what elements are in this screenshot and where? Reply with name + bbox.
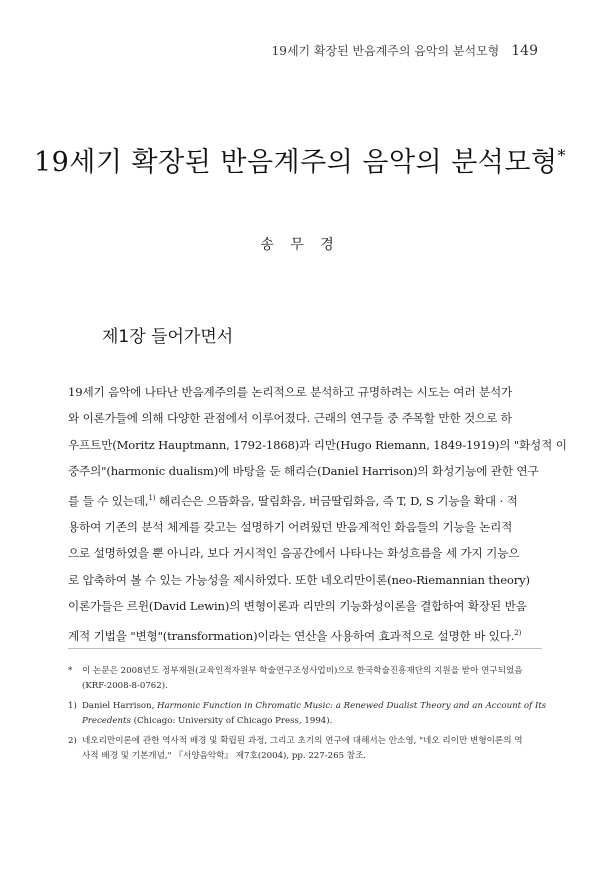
footnote-book-title: Harmonic Function in Chromatic Music: a Renewed Dualist Theory and an Account of Its [157, 701, 547, 711]
footnotes [68, 664, 547, 769]
footnote-text: (Chicago: University of Chicago Press, 1994). [130, 715, 333, 726]
body-text [68, 379, 567, 649]
body-line: 으로 설명하였을 뿐 아니라, 보다 거시적인 음공간에서 나타나는 화성흐름을 세 가지 기능으 [68, 546, 520, 561]
footnote-text: (KRF-2008-8-0762). [82, 680, 168, 691]
body-line-part: 해리슨은 으뜸화음, 딸림화음, 버금딸림화음, 즉 T, D, S 기능을 확대 · 적 [158, 493, 518, 508]
running-header [272, 42, 538, 59]
footnote-ref-2: 2) [514, 628, 522, 637]
footnote-2 [68, 734, 542, 763]
running-title: 19세기 확장된 반음계주의 음악의 분석모형 [271, 44, 500, 58]
body-line: 이론가들은 르윈(David Lewin)의 변형이론과 리만의 기능화성이론을 결합하여 확장된 반음 [68, 599, 527, 614]
body-line: 우프트만(Moritz Hauptmann, 1792-1868)과 리만(Hugo Riemann, 1849-1919)의 "화성적 이 [68, 437, 567, 452]
footnote-mark: 2) [68, 736, 77, 746]
footnote-text: Daniel Harrison, [82, 701, 158, 711]
title-footnote-mark: * [557, 146, 567, 165]
body-line: 용하여 기존의 분석 체계를 갖고는 설명하기 어려웠던 반음계적인 화음들의 기능을 논리적 [68, 519, 513, 534]
footnote-book-title: Precedents [82, 715, 131, 726]
body-line: 와 이론가들에 의해 다양한 관점에서 이루어졌다. 근래의 연구들 중 주목할 만한 것으로 하 [68, 411, 512, 426]
footnote-text: 이 논문은 2008년도 정부재원(교육인적자원부 학술연구조성사업비)으로 한국학술진흥재단의 지원을 받아 연구되었음 [82, 666, 523, 676]
footnote-1 [68, 699, 547, 728]
footnote-text: 사적 배경 및 기본개념," 『서양음악학』 제7호(2004), pp. 227-265 참조. [82, 750, 367, 761]
body-line: 로 압축하여 볼 수 있는 가능성을 제시하였다. 또한 네오리만이론(neo-Riemannian theory) [68, 572, 530, 587]
footnote-mark: * [68, 666, 73, 676]
article-title-text: 19세기 확장된 반음계주의 음악의 분석모형 [33, 147, 558, 178]
footnote-ref-1: 1) [148, 493, 156, 502]
footnote-text: 네오리만이론에 관한 역사적 배경 및 확립된 과정, 그리고 초기의 연구에 대해서는 안소영, "네오 리이만 변형이론의 역 [82, 736, 523, 746]
body-line: 19세기 음악에 나타난 반음계주의를 논리적으로 분석하고 규명하려는 시도는 여러 분석가 [68, 385, 513, 399]
author-name: 송 무 경 [260, 237, 340, 253]
body-line: 중주의"(harmonic dualism)에 바탕을 둔 해리슨(Daniel Harrison)의 화성기능에 관한 연구 [68, 464, 539, 479]
body-line-part: 계적 기법을 "변형"(transformation)이라는 연산을 사용하여 효과적으로 설명한 바 있다. [68, 628, 515, 643]
body-line-part: 를 들 수 있는데, [68, 493, 149, 508]
body-line [68, 620, 542, 649]
page-number: 149 [511, 43, 538, 59]
article-title [0, 140, 600, 179]
footnote-star [68, 664, 542, 693]
body-line [68, 485, 542, 514]
footnote-mark: 1) [68, 701, 77, 711]
footnote-divider [68, 648, 542, 649]
chapter-heading: 제1장 들어가면서 [102, 327, 234, 347]
